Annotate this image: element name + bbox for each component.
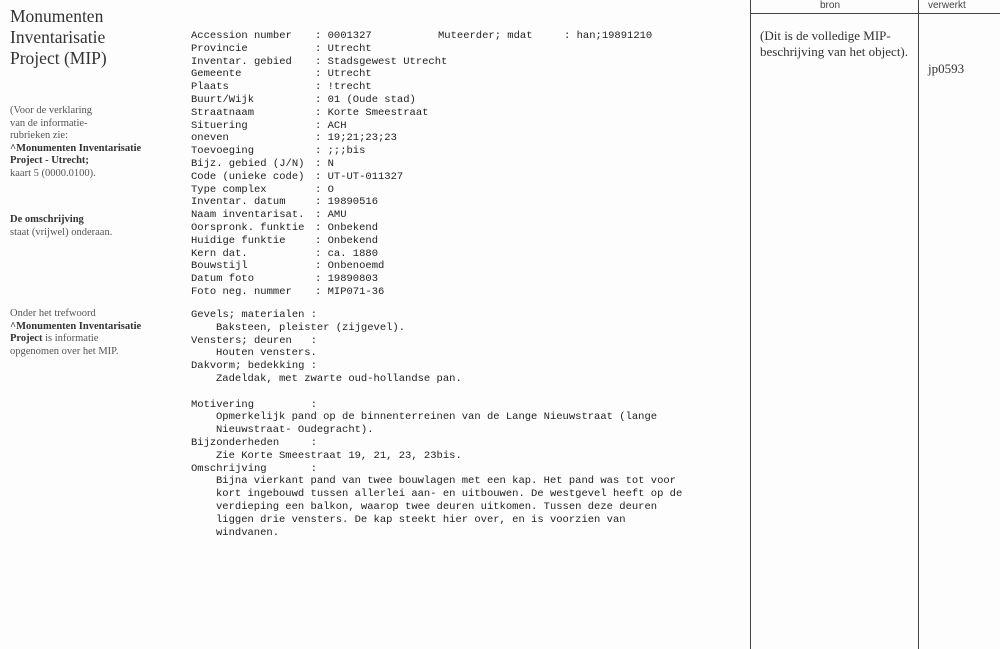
field-label: Oorspronk. funktie	[191, 221, 305, 234]
field-value: : Utrecht	[315, 68, 372, 81]
column-header-verwerkt: verwerkt	[928, 0, 966, 11]
bron-description: (Dit is de volledige MIP-beschrijving van het object).	[760, 28, 909, 59]
record-field-row	[191, 68, 447, 81]
keyword-note	[10, 308, 190, 358]
field-value: : AMU	[315, 209, 347, 222]
note-line: opgenomen over het MIP.	[10, 345, 119, 357]
field-label: oneven	[191, 132, 229, 145]
note-line: staat (vrijwel) onderaan.	[10, 226, 113, 238]
record-field-row	[191, 196, 447, 209]
section-heading: Gevels; materialen :	[191, 309, 318, 321]
note-bold-line: Project - Utrecht;	[10, 155, 89, 166]
note-line: rubrieken zie:	[10, 130, 69, 141]
field-label: Kern dat.	[191, 247, 248, 260]
note-bold-line: ^Monumenten Inventarisatie	[10, 320, 142, 332]
field-label: Toevoeging	[191, 145, 255, 158]
record-field-row	[191, 209, 447, 222]
record-field-row	[191, 248, 447, 261]
section-heading: Vensters; deuren :	[191, 334, 318, 347]
note-line: van de informatie-	[10, 117, 88, 129]
field-value: : Utrecht	[315, 42, 372, 55]
record-sections	[191, 309, 682, 539]
record-field-row	[191, 273, 447, 286]
record-field-row	[191, 286, 447, 299]
field-label: Gemeente	[191, 68, 242, 81]
field-value: : 0001327	[315, 30, 372, 42]
note-bold-line: De omschrijving	[10, 214, 84, 225]
record-field-row	[191, 120, 447, 133]
section-text: Houten vensters.	[216, 347, 317, 360]
column-header-bron: bron	[820, 0, 841, 11]
field-label: Bijz. gebied (J/N)	[191, 157, 305, 170]
field-value: : Onbekend	[315, 234, 379, 247]
note-line: kaart 5 (0000.0100).	[10, 167, 96, 179]
field-label: Situering	[191, 119, 248, 132]
record-field-row	[191, 260, 447, 273]
field-value: : Stadsgewest Utrecht	[315, 55, 448, 68]
field-value: : Korte Smeestraat	[315, 106, 429, 119]
section-text: Opmerkelijk pand op de binnenterreinen van de Lange Nieuwstraat (lange Nieuwstraat- Oudegracht).	[216, 411, 658, 437]
section-heading	[191, 386, 682, 399]
field-value: : 01 (Oude stad)	[315, 93, 416, 106]
muteerder-field: Muteerder; mdat : han;19891210	[438, 30, 653, 42]
field-value: : Onbenoemd	[315, 260, 385, 273]
field-label: Foto neg. nummer	[191, 285, 292, 298]
column-divider-left	[750, 0, 751, 649]
verwerkt-code: jp0593	[928, 61, 965, 76]
field-label: Straatnaam	[191, 106, 255, 119]
record-field-row	[191, 107, 447, 120]
note-bold-line: ^Monumenten Inventarisatie	[10, 142, 142, 154]
record-field-row	[191, 158, 447, 171]
record-field-row	[191, 222, 447, 235]
field-value: : MIP071-36	[315, 285, 385, 298]
section-heading: Bijzonderheden :	[191, 436, 318, 449]
field-label: Buurt/Wijk	[191, 93, 255, 106]
field-value: : 19890803	[315, 273, 379, 286]
record-field-row	[191, 56, 447, 69]
field-value: : 19890516	[315, 196, 379, 209]
note-line-rest: is informatie	[42, 333, 99, 344]
field-value: : ACH	[315, 119, 347, 132]
field-label: Plaats	[191, 81, 229, 94]
field-label: Inventar. datum	[191, 196, 286, 209]
section-heading: Motivering :	[191, 398, 318, 411]
record-field-row	[191, 30, 447, 43]
field-label: Naam inventarisat.	[191, 209, 305, 222]
record-field-row	[191, 184, 447, 197]
header-divider	[750, 13, 1000, 14]
record-fields	[191, 30, 447, 299]
legend-reference-note	[10, 105, 190, 180]
record-field-row	[191, 235, 447, 248]
field-label: Bouwstijl	[191, 260, 248, 273]
field-label: Inventar. gebied	[191, 55, 292, 68]
section-heading: Omschrijving :	[191, 462, 318, 475]
record-field-row	[191, 81, 447, 94]
field-value: : !trecht	[315, 81, 372, 94]
title-line-1: Monumenten	[10, 6, 104, 26]
field-label: Accession number	[191, 30, 292, 42]
section-text: Zie Korte Smeestraat 19, 21, 23, 23bis.	[216, 449, 462, 462]
field-value: : 19;21;23;23	[315, 132, 397, 145]
record-field-row	[191, 171, 447, 184]
title-line-3: Project (MIP)	[10, 48, 107, 68]
section-text: Baksteen, pleister (zijgevel).	[216, 321, 406, 334]
field-value: : UT-UT-011327	[315, 170, 404, 183]
page-title	[10, 6, 107, 69]
section-text: Zadeldak, met zwarte oud-hollandse pan.	[216, 372, 462, 385]
record-field-row	[191, 43, 447, 56]
record-field-row	[191, 145, 447, 158]
note-line: Onder het trefwoord	[10, 308, 96, 319]
field-value: : ca. 1880	[315, 247, 379, 260]
note-bold-word: Project	[10, 333, 43, 344]
section-text: Bijna vierkant pand van twee bouwlagen met een kap. Het pand was tot voor kort ingebouwd tussen allerlei aan- en uitbouwen. De westgevel heeft op de verdieping een balkon, waarop twee deuren uitkomen. Tussen deze deuren liggen drie vensters. De kap steekt hier over, en is voorzien van windvanen.	[216, 475, 683, 539]
field-value: : Onbekend	[315, 221, 379, 234]
field-label: Code (unieke code)	[191, 170, 305, 183]
field-value: : O	[315, 183, 334, 196]
description-location-note	[10, 214, 190, 239]
field-label: Datum foto	[191, 273, 255, 286]
field-value: : ;;;bis	[315, 145, 366, 158]
field-label: Type complex	[191, 183, 267, 196]
field-value: : N	[315, 157, 334, 170]
column-divider-middle	[918, 0, 919, 649]
section-heading: Dakvorm; bedekking :	[191, 360, 318, 373]
note-line: (Voor de verklaring	[10, 105, 93, 116]
title-line-2: Inventarisatie	[10, 27, 106, 47]
field-label: Huidige funktie	[191, 234, 286, 247]
field-label: Provincie	[191, 42, 248, 55]
record-field-row	[191, 94, 447, 107]
record-field-row	[191, 132, 447, 145]
